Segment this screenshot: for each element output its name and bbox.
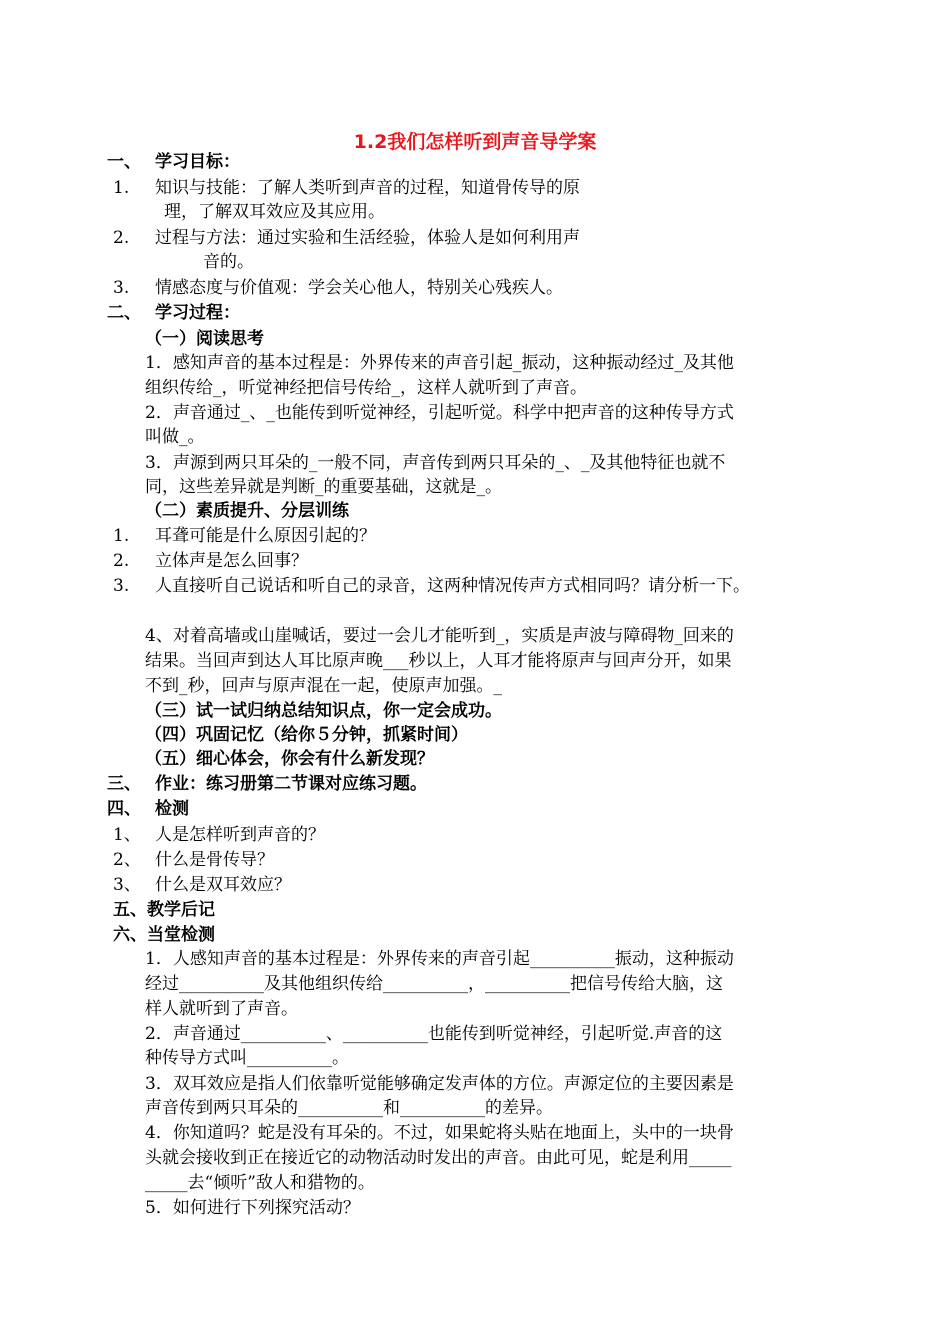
section-3-heading: 三、 作业：练习册第二节课对应练习题。 [107, 774, 427, 794]
reading-1-line1: 1．感知声音的基本过程是：外界传来的声音引起_振动，这种振动经过_及其他 [145, 353, 734, 373]
section-1-heading: 一、 学习目标： [107, 152, 240, 172]
test-3-line1: 3．双耳效应是指人们依靠听觉能够确定发声体的方位。声源定位的主要因素是 [145, 1074, 734, 1094]
test-2-line2: 种传导方式叫__________。 [145, 1048, 349, 1068]
section-4-heading: 四、 检测 [107, 799, 189, 819]
part-1-heading: （一）阅读思考 [145, 329, 264, 349]
check-3: 3、 什么是双耳效应？ [113, 875, 291, 895]
test-1-line1: 1．人感知声音的基本过程是：外界传来的声音引起__________振动，这种振动 [145, 949, 734, 969]
part-2-heading: （二）素质提升、分层训练 [145, 501, 349, 521]
test-2-line1: 2．声音通过__________、__________也能传到听觉神经，引起听觉.声音的这 [145, 1024, 723, 1044]
question-4-line2: 结果。当回声到达人耳比原声晚___秒以上，人耳才能将原声与回声分开，如果 [145, 651, 732, 671]
reading-1-line2: 组织传给_，听觉神经把信号传给_，这样人就听到了声音。 [145, 378, 587, 398]
reading-3-line1: 3．声源到两只耳朵的_一般不同，声音传到两只耳朵的_、_及其他特征也就不 [145, 453, 726, 473]
test-1-line2: 经过__________及其他组织传给__________，__________把信号传给大脑，这 [145, 974, 723, 994]
test-3-line2: 声音传到两只耳朵的__________和__________的差异。 [145, 1098, 553, 1118]
reading-2-line2: 叫做_。 [145, 427, 205, 447]
section-6-heading: 六、当堂检测 [113, 925, 215, 945]
part-5-heading: （五）细心体会，你会有什么新发现？ [145, 749, 434, 769]
section-number: 一、 [107, 152, 141, 172]
reading-3-line2: 同，这些差异就是判断_的重要基础，这就是_。 [145, 477, 502, 497]
goal-1-line2: 理，了解双耳效应及其应用。 [164, 202, 385, 222]
question-4-line1: 4、对着高墙或山崖喊话，要过一会儿才能听到_，实质是声波与障碍物_回来的 [145, 626, 734, 646]
test-1-line3: 样人就听到了声音。 [145, 999, 298, 1019]
question-1: 1. 耳聋可能是什么原因引起的？ [113, 526, 376, 546]
goal-2-line1: 2. 过程与方法：通过实验和生活经验，体验人是如何利用声 [113, 228, 580, 248]
question-4-line3: 不到_秒，回声与原声混在一起，使原声加强。_ [145, 676, 502, 696]
section-5-heading: 五、教学后记 [113, 900, 215, 920]
test-4-line1: 4．你知道吗？蛇是没有耳朵的。不过，如果蛇将头贴在地面上，头中的一块骨 [145, 1123, 734, 1143]
part-4-heading: （四）巩固记忆（给你５分钟，抓紧时间） [145, 725, 468, 745]
question-2: 2. 立体声是怎么回事？ [113, 551, 308, 571]
check-1: 1、 人是怎样听到声音的？ [113, 825, 325, 845]
test-4-line3: _____去“倾听”敌人和猎物的。 [145, 1173, 375, 1193]
test-4-line2: 头就会接收到正在接近它的动物活动时发出的声音。由此可见，蛇是利用_____ [145, 1148, 732, 1168]
page-title: 1.2我们怎样听到声音导学案 [353, 131, 597, 153]
section-2-heading: 二、 学习过程： [107, 303, 240, 323]
check-2: 2、 什么是骨传导？ [113, 850, 274, 870]
question-3: 3. 人直接听自己说话和听自己的录音，这两种情况传声方式相同吗？请分析一下。 [113, 576, 750, 596]
goal-3: 3. 情感态度与价值观：学会关心他人，特别关心残疾人。 [113, 278, 563, 298]
goal-2-line2: 音的。 [203, 252, 254, 272]
reading-2-line1: 2．声音通过_、_也能传到听觉神经，引起听觉。科学中把声音的这种传导方式 [145, 403, 734, 423]
part-3-heading: （三）试一试归纳总结知识点，你一定会成功。 [145, 701, 502, 721]
goal-1-line1: 1. 知识与技能：了解人类听到声音的过程，知道骨传导的原 [113, 178, 580, 198]
test-5-line1: 5．如何进行下列探究活动？ [145, 1198, 360, 1218]
